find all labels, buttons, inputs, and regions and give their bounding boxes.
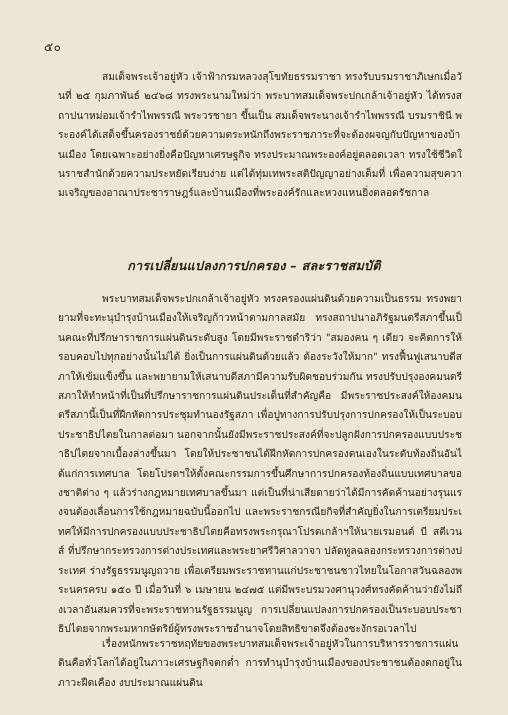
- paragraph-economy: [58, 635, 462, 697]
- paragraph-text: พระบาทสมเด็จพระปกเกล้าเจ้าอยู่หัว ทรงครองแผ่นดินด้วยความเป็นธรรม ทรงพยายามที่จะทะนุบำรุงบ้านเมืองให้เจริญก้าวหน้าตามกาลสมัย ทรงสถาปนาอภิรัฐมนตรีสภาขึ้นเป็นคณะที่ปรึกษาราชการแผ่นดินระดับสูง โดยมีพระราชดำริว่า "สมองคน ๆ เดียว จะคิดการให้รอบคอบไปทุกอย่างนั้นไม่ได้ ยิ่งเป็นการแผ่นดินด้วยแล้ว ต้องระวังให้มาก" ทรงฟื้นฟูเสนาบดีสภาให้เข้มแข็งขึ้น และพยายามให้เสนาบดีสภามีความรับผิดชอบร่วมกัน ทรงปรับปรุงองคมนตรีสภาให้ทำหน้าที่เป็นที่ปรึกษาราชการแผ่นดินประเด็นที่สำคัญคือ มีพระราชประสงค์ให้องคมนตรีสภานี้เป็นที่ฝึกหัดการประชุมทำนองรัฐสภา เพื่อปูทางการปรับปรุงการปกครองให้เป็นระบอบประชาธิปไตยในกาลต่อมา นอกจากนั้นยังมีพระราชประสงค์ที่จะปลูกฝังการปกครองแบบประชาธิปไตยจากเบื้องล่างขึ้นมา โดยให้ประชาชนได้ฝึกหัดการปกครองตนเองในระดับท้องถิ่นอันได้แก่การเทศบาล โดยโปรดฯให้ตั้งคณะกรรมการขึ้นศึกษาการปกครองท้องถิ่นแบบเทศบาลของชาติต่าง ๆ แล้วร่างกฎหมายเทศบาลขึ้นมา แต่เป็นที่น่าเสียดายว่าได้มีการคัดค้านอย่างรุนแรงจนต้องเลื่อนการใช้กฎหมายฉบับนี้ออกไป และพระราชกรณียกิจที่สำคัญยิ่งในการเตรียมประเทศให้มีการปกครองแบบประชาธิปไตยคือทรงพระกรุณาโปรดเกล้าฯให้นายเรมอนด์ บี สตีเวนส์ ที่ปรึกษากระทรวงการต่างประเทศและพระยาศรีวิศาลวาจา ปลัดทูลฉลองกระทรวงการต่างประเทศ ร่างรัฐธรรมนูญถวาย เพื่อเตรียมพระราชทานแก่ประชาชนชาวไทยในโอกาสวันฉลองพระนครครบ ๑๕๐ ปี เมื่อวันที่ ๖ เมษายน ๒๔๗๕ แต่มีพระบรมวงศานุวงศ์ทรงคัดค้านว่ายังไม่ถึงเวลาอันสมควรที่จะพระราชทานรัฐธรรมนูญ การเปลี่ยนแปลงการปกครองเป็นระบอบประชาธิปไตยจากพระมหากษัตริย์ผู้ทรงพระราชอำนาจโดยสิทธิขาดจึงต้องชะงักรอเวลาไป: [58, 294, 463, 635]
- paragraph-text: เรื่องหนักพระราชหฤทัยของพระบาทสมเด็จพระเจ้าอยู่หัวในการบริหารราชการแผ่นดินคือทั่วโลกได้อยู่ในภาวะเศรษฐกิจตกต่ำ การทำนุบำรุงบ้านเมืองของประชาชนต้องตกอยู่ในภาวะฝืดเคือง งบประมาณแผ่นดิน: [58, 639, 462, 689]
- paragraph-governance: [58, 290, 463, 635]
- paragraph-text: สมเด็จพระเจ้าอยู่หัว เจ้าฟ้ากรมหลวงสุโขทัยธรรมราชา ทรงรับบรมราชาภิเษกเมื่อวันที่ ๒๕ กุมภาพันธ์ ๒๔๖๘ ทรงพระนามใหม่ว่า พระบาทสมเด็จพระปกเกล้าเจ้าอยู่หัว ได้ทรงสถาปนาหม่อมเจ้ารำไพพรรณี พระวรชายา ขึ้นเป็น สมเด็จพระนางเจ้ารำไพพรรณี บรมราชินี พระองค์ได้เสด็จขึ้นครองราชย์ด้วยความตระหนักถึงพระราชภาระที่จะต้องผจญกับปัญหาของบ้านเมือง โดยเฉพาะอย่างยิ่งคือปัญหาเศรษฐกิจ ทรงประมาณพระองค์อยู่ตลอดเวลา ทรงใช้ชีวิตในราชสำนักด้วยความประหยัดเรียบง่าย แต่ได้ทุ่มเทพระสติปัญญาอย่างเต็มที่ เพื่อความสุขความเจริญของอาณาประชาราษฎร์และบ้านเมืองที่พระองค์รักและหวงแหนยิ่งตลอดรัชกาล: [58, 72, 462, 200]
- section-heading: การเปลี่ยนแปลงการปกครอง – สละราชสมบัติ: [127, 258, 381, 273]
- page-number: ๕๐: [44, 40, 62, 54]
- paragraph-coronation: [58, 68, 462, 224]
